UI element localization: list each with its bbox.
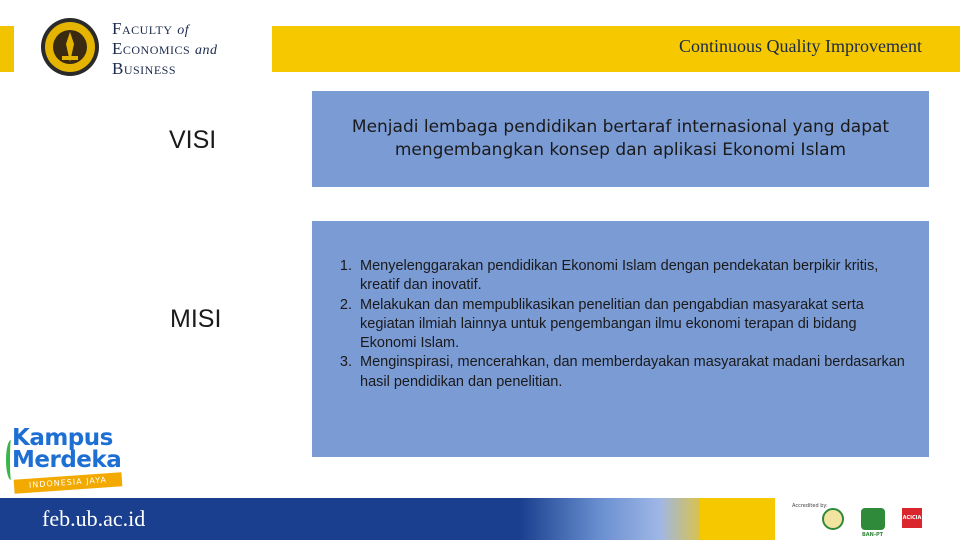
acicia-logo-icon: ACICIA [902, 508, 922, 528]
website-url: feb.ub.ac.id [42, 506, 146, 531]
faculty-of: of [177, 23, 190, 38]
kampus-merdeka-line2: Merdeka [12, 446, 122, 473]
misi-item-number: 3. [339, 354, 352, 371]
ban-pt-logo-icon [861, 508, 885, 530]
accredited-label: Accredited by: [792, 503, 828, 509]
misi-item-text: Menyelenggarakan pendidikan Ekonomi Islam dengan pendekatan berpikir kritis, kreatif dan inovatif. [360, 258, 879, 294]
misi-item [324, 353, 909, 392]
left-accent-bar [0, 26, 14, 72]
faculty-line3: Business [112, 59, 177, 78]
faculty-and: and [194, 43, 218, 58]
faculty-name [112, 20, 217, 79]
visi-label: VISI [169, 126, 217, 154]
kampus-merdeka-line1: Kampus [12, 425, 113, 451]
misi-label: MISI [170, 305, 222, 333]
misi-box [312, 221, 929, 457]
visi-box [312, 91, 929, 187]
misi-item-number: 2. [339, 296, 352, 313]
kampus-merdeka-logo [6, 425, 128, 492]
misi-item [324, 257, 909, 296]
accreditation-seal-icon [822, 508, 844, 530]
misi-item-text: Menginspirasi, mencerahkan, dan memberdayakan masyarakat madani berdasarkan hasil pendidikan dan penelitian. [360, 354, 905, 390]
ban-pt-label: BAN-PT [862, 532, 884, 538]
misi-item [324, 296, 909, 354]
kampus-merdeka-subtitle: INDONESIA JAYA [14, 472, 123, 493]
faculty-line2: Economics [112, 39, 191, 58]
footer-gradient [520, 498, 720, 540]
visi-text: Menjadi lembaga pendidikan bertaraf internasional yang dapat mengembangkan konsep dan aplikasi Ekonomi Islam [351, 117, 890, 160]
misi-list [324, 257, 909, 392]
faculty-line1: Faculty [112, 19, 173, 38]
tagline: Continuous Quality Improvement [679, 36, 922, 56]
misi-item-text: Melakukan dan mempublikasikan penelitian dan pengabdian masyarakat serta kegiatan ilmiah lainnya untuk pengembangan ilmu ekonomi terapan di bidang Ekonomi Islam. [360, 296, 864, 352]
university-seal-logo [40, 16, 100, 78]
misi-item-number: 1. [339, 258, 352, 274]
